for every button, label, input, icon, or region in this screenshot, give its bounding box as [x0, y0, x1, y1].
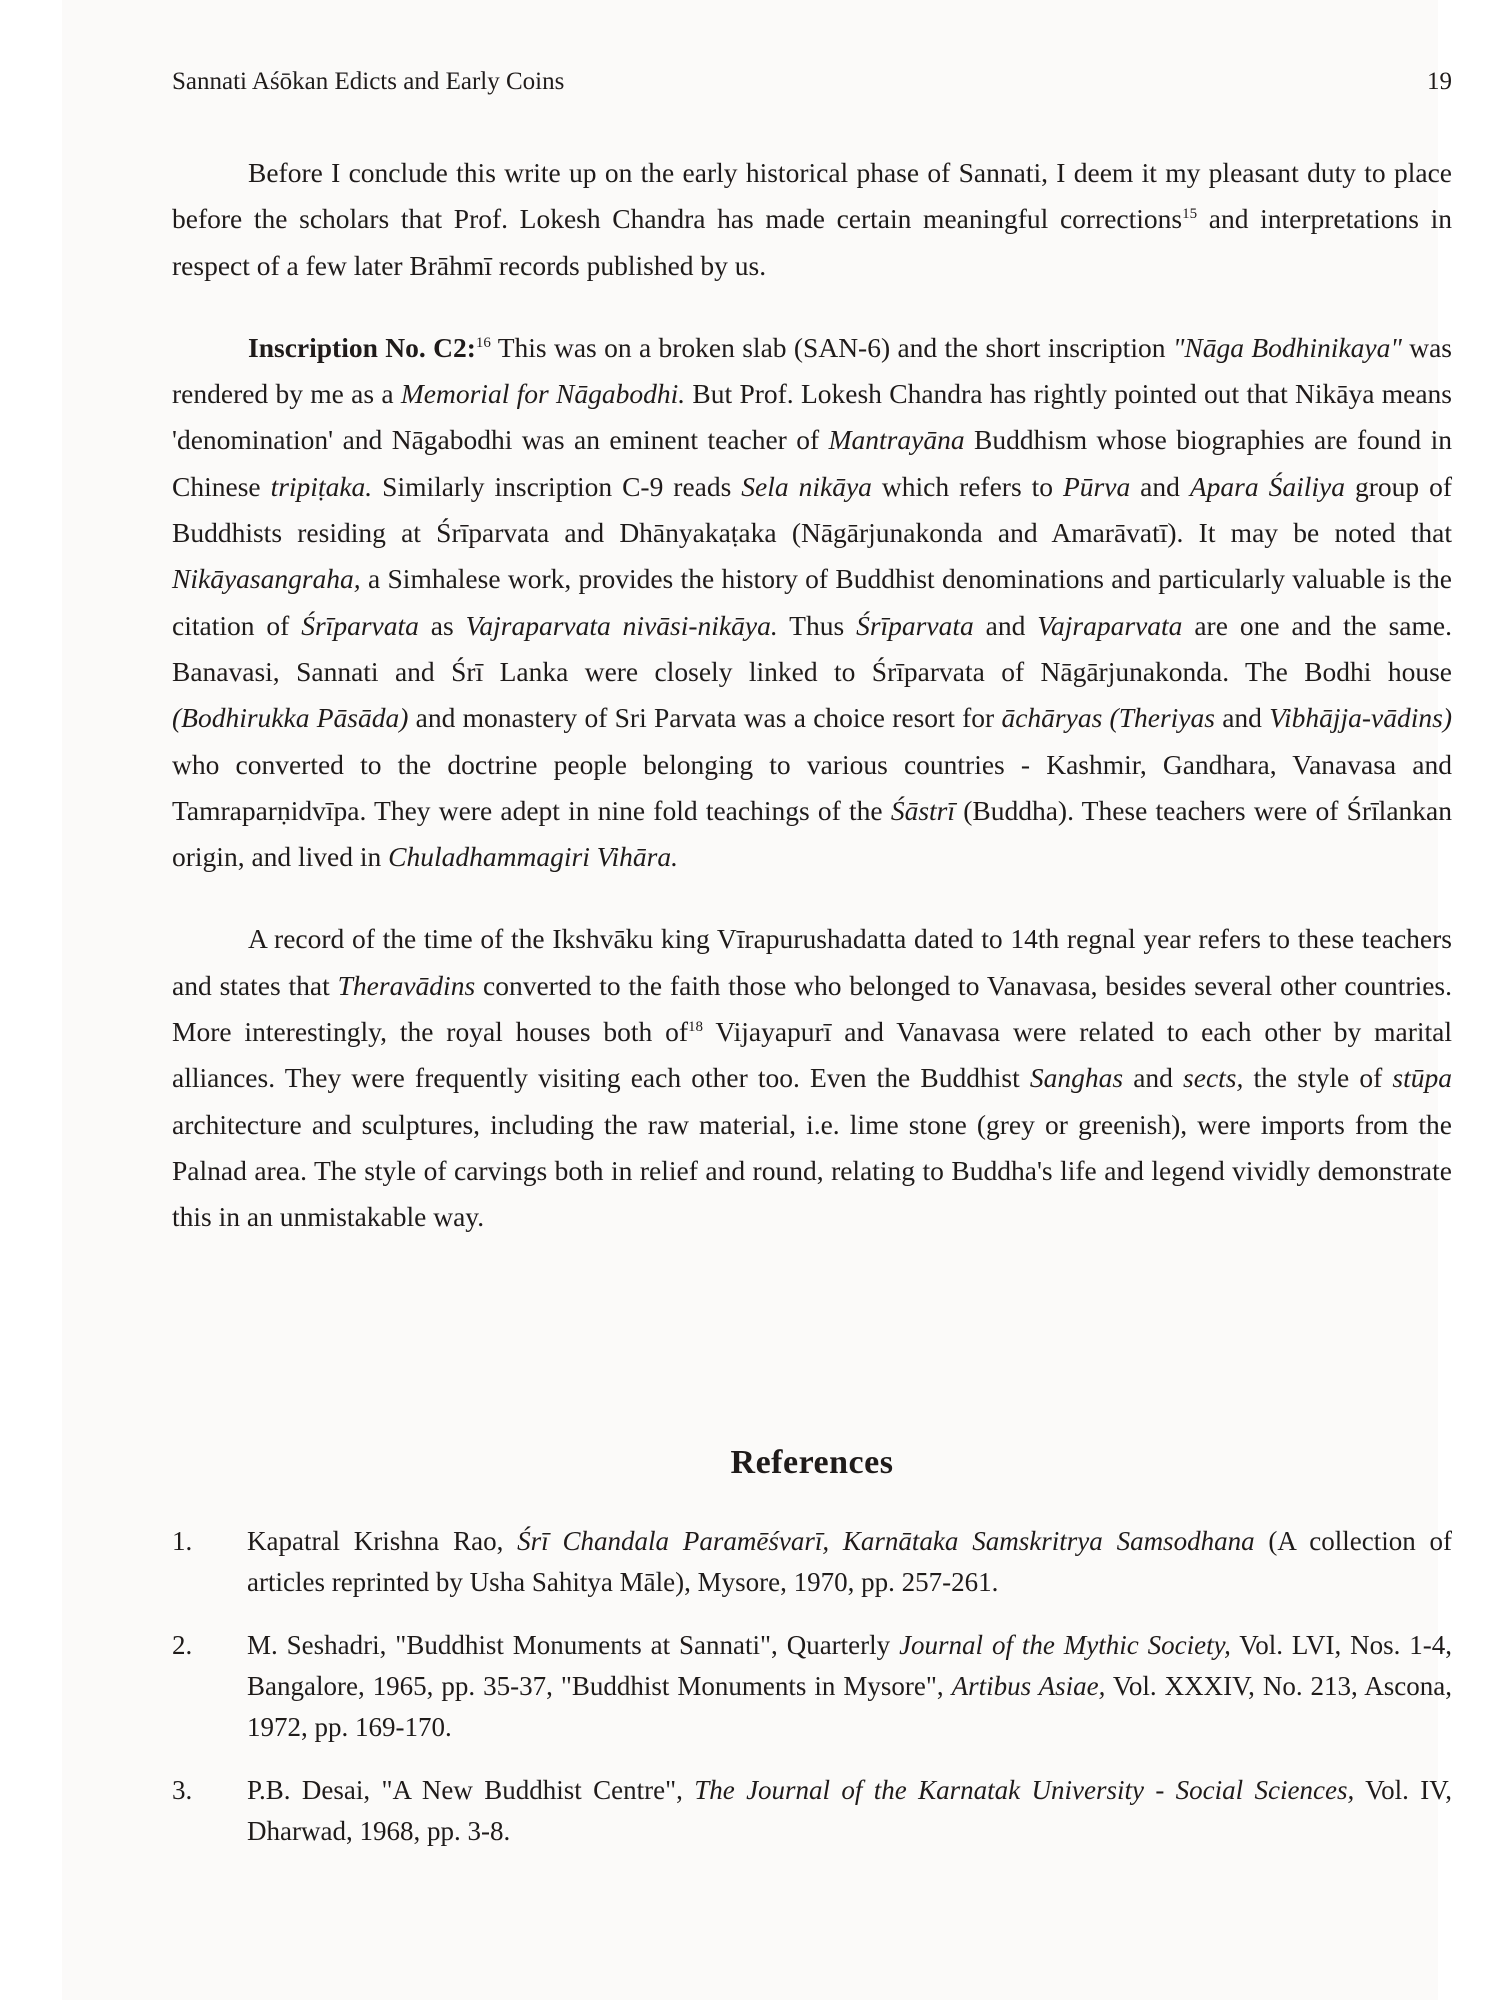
references-list [172, 1521, 1452, 1852]
references-heading: References [730, 1444, 894, 1481]
paragraph-3: A record of the time of the Ikshvāku king Vīrapurushadatta dated to 14th regnal year refers to these teachers and states that Theravādins converted to the faith those who belonged to Vanavasa, besides several other countries. More interestingly, the royal houses both $of^{18}$ Vijayapurī and Vanavasa were related to each other by marital alliances. They were frequently visiting each other too. Even the Buddhist Sanghas and sects, the style of stūpa architecture and sculptures, including the raw material, i.e. lime stone (grey or greenish), were imports from the Palnad area. The style of carvings both in relief and round, relating to Buddha's life and legend vividly demonstrate this in an unmistakable way. [172, 923, 1453, 1233]
page-number: 19 [1427, 68, 1452, 95]
running-title: Sannati Aśōkan Edicts and Early Coins [172, 68, 565, 95]
inscription-label: Inscription No. C2: [248, 331, 476, 363]
reference-number: 1. [172, 1526, 193, 1556]
paragraph-1: Before I conclude this write up on the early historical phase of Sannati, I deem it my pleasant duty to place before the scholars that Prof. Lokesh Chandra has made certain meaningful corrections$^{15}$ and interpretations in respect of a few later Brāhmī records published by us. [172, 157, 1452, 281]
reference-item: 3. P.B. Desai, "A New Buddhist Centre", The Journal of the Karnatak University - Social Sciences, Vol. IV, Dharwad, 1968, pp. 3-8. [172, 1770, 1452, 1852]
footnote-ref-18: 18 [688, 1018, 704, 1035]
reference-number: 2. [172, 1630, 193, 1660]
reference-item: 1. Kapatral Krishna Rao, Śrī Chandala Paramēśvarī, Karnātaka Samskritrya Samsodhana (A collection of articles reprinted by Usha Sahitya Māle), Mysore, 1970, pp. 257-261. [172, 1521, 1452, 1603]
footnote-ref-15: 15 [1182, 206, 1198, 223]
reference-number: 3. [172, 1775, 193, 1805]
page-header [172, 68, 1452, 102]
footnote-ref-16: 16 [475, 334, 491, 351]
body-text [172, 150, 1452, 1241]
paragraph-2: Inscription No. C2:$^{16}$ This was on a broken slab (SAN-6) and the short inscription "Nāga Bodhinikaya" was rendered by me as a Memorial for Nāgabodhi. But Prof. Lokesh Chandra has rightly pointed out that Nikāya means 'denomination' and Nāgabodhi was an eminent teacher of Mantrayāna Buddhism whose biographies are found in Chinese tripiṭaka. Similarly inscription C-9 reads Sela nikāya which refers to Pūrva and Apara Śailiya group of Buddhists residing at Śrīparvata and Dhānyakaṭaka (Nāgārjunakonda and Amarāvatī). It may be noted that Nikāyasangraha, a Simhalese work, provides the history of Buddhist denominations and particularly valuable is the citation of Śrīparvata as Vajraparvata nivāsi-nikāya. Thus Śrīparvata and Vajraparvata are one and the same. Banavasi, Sannati and Śrī Lanka were closely linked to Śrīparvata of Nāgārjunakonda. The Bodhi house (Bodhirukka Pāsāda) and monastery of Sri Parvata was a choice resort for āchāryas (Theriyas and Vibhājja-vādins) who converted to the doctrine people belonging to various countries - Kashmir, Gandhara, Vanavasa and Tamraparṇidvīpa. They were adept in nine fold teachings of the Śāstrī (Buddha). These teachers were of Śrīlankan origin, and lived in Chuladhammagiri Vihāra. [172, 331, 1453, 873]
document-page [62, 0, 1453, 2000]
reference-item: 2. M. Seshadri, "Buddhist Monuments at Sannati", Quarterly Journal of the Mythic Society, Vol. LVI, Nos. 1-4, Bangalore, 1965, pp. 35-37, "Buddhist Monuments in Mysore", Artibus Asiae, Vol. XXXIV, No. 213, Ascona, 1972, pp. 169-170. [172, 1625, 1452, 1748]
